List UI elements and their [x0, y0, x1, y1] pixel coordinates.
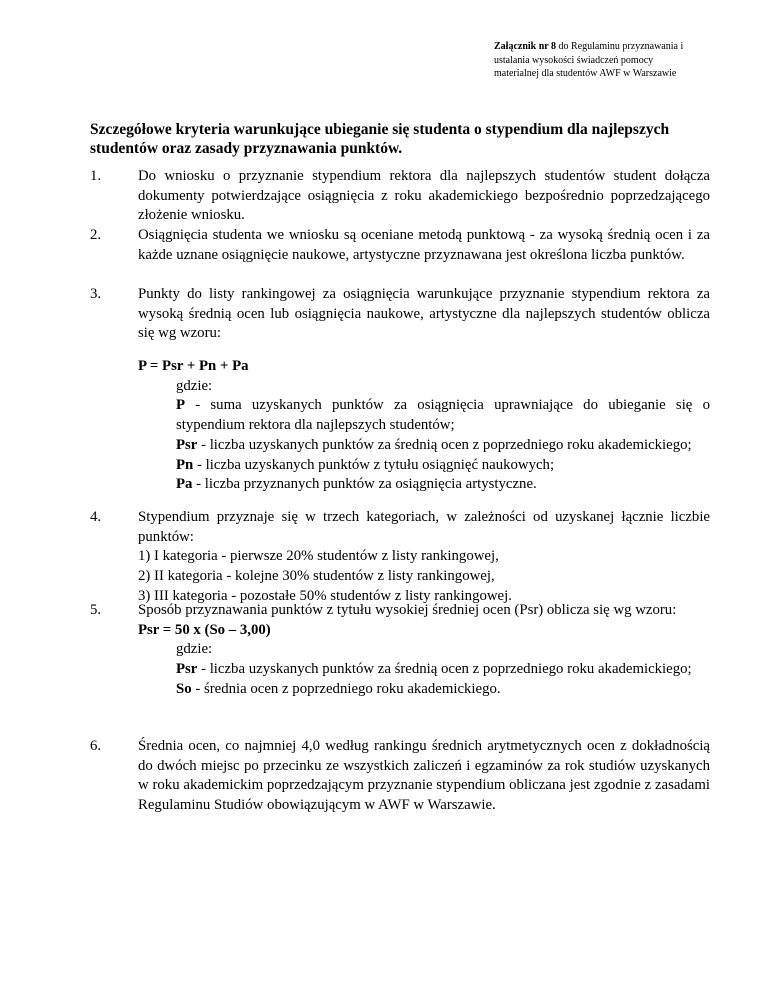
symbol: Psr [176, 661, 198, 678]
category-item-1: 1) I kategoria - pierwsze 20% studentów z listy rankingowej, [138, 548, 499, 565]
definition-so [176, 680, 710, 700]
definition-text: - liczba uzyskanych punktów z tytułu osiągnięć naukowych; [193, 456, 555, 473]
attachment-number: Załącznik nr 8 [494, 41, 557, 52]
definition-text: - liczba uzyskanych punktów za średnią ocen z poprzedniego roku akademickiego; [197, 436, 692, 453]
definition-text: - suma uzyskanych punktów za osiągnięcia uprawniające do ubieganie się o stypendium rektora dla najlepszych studentów; [176, 397, 710, 434]
symbol: Pa [176, 476, 193, 493]
item-text: Osiągnięcia studenta we wniosku są oceniane metodą punktową - za wysoką średnią ocen i za każde uznane osiągnięcie naukowe, artystyczne przyznawana jest określona liczba punktów. [138, 227, 710, 263]
definition-text: - średnia ocen z poprzedniego roku akademickiego. [191, 680, 501, 697]
item-number: 4. [90, 509, 102, 525]
item-text: Do wniosku o przyznanie stypendium rektora dla najlepszych studentów student dołącza dokumenty potwierdzające osiągnięcia z roku akademickiego bezpośrednio poprzedzającego złożenie wniosku. [138, 168, 710, 224]
item-number: 6. [90, 738, 102, 754]
definition-pa [176, 475, 710, 495]
item-text: Punkty do listy rankingowej za osiągnięcia warunkujące przyznanie stypendium rektora za wysoką średnią ocen lub osiągnięcia naukowe, artystyczne dla najlepszych studentów oblicza się wg wzoru: [138, 286, 710, 342]
list-item-2 [90, 226, 710, 265]
definition-text: - liczba uzyskanych punktów za średnią ocen z poprzedniego roku akademickiego; [197, 661, 692, 678]
definition-psr [176, 660, 710, 680]
item-number: 2. [90, 227, 102, 243]
formula-p: P = Psr + Pn + Pa [138, 358, 249, 374]
item-text: Stypendium przyznaje się w trzech kategoriach, w zależności od uzyskanej łącznie liczbie punktów: [138, 509, 710, 545]
list-item-5 [90, 601, 710, 700]
item-number: 5. [90, 602, 102, 618]
document-title: Szczegółowe kryteria warunkujące ubieganie się studenta o stypendium dla najlepszych studentów oraz zasady przyznawania punktów. [90, 121, 670, 157]
where-label: gdzie: [176, 377, 213, 394]
item-number: 1. [90, 168, 102, 184]
attachment-line-2: ustalania wysokości świadczeń pomocy [494, 54, 654, 66]
definition-pn [176, 456, 710, 476]
category-item-2: 2) II kategoria - kolejne 30% studentów z listy rankingowej, [138, 568, 495, 585]
item-text: Średnia ocen, co najmniej 4,0 według rankingu średnich arytmetycznych ocen z dokładnością do dwóch miejsc po przecinku ze wszystkich zaliczeń i egzaminów za rok studiów uzyskanych w roku akademickim poprzedzającym przyznanie stypendium obliczana jest zgodnie z zasadami Regulaminu Studiów obowiązującym w AWF w Warszawie. [138, 738, 710, 814]
definition-psr [176, 436, 710, 456]
definition-p [176, 396, 710, 435]
list-item-3 [90, 285, 710, 344]
list-item-6 [90, 737, 710, 816]
category-item-3: 3) III kategoria - pozostałe 50% studentów z listy rankingowej. [138, 587, 512, 604]
symbol: So [176, 680, 192, 697]
attachment-note [494, 40, 744, 81]
category-list [138, 547, 710, 606]
where-label: gdzie: [176, 641, 213, 658]
symbol: Pn [176, 456, 194, 473]
definitions [176, 377, 710, 495]
definitions [176, 640, 710, 699]
item-number: 3. [90, 286, 102, 302]
definition-text: - liczba przyznanych punktów za osiągnięcia artystyczne. [192, 476, 537, 493]
symbol: P [176, 397, 186, 414]
attachment-line-3: materialnej dla studentów AWF w Warszawie [494, 68, 677, 79]
symbol: Psr [176, 436, 198, 453]
list-item-4 [90, 508, 710, 607]
attachment-line-1: do Regulaminu przyznawania i [556, 41, 684, 52]
item-text: Sposób przyznawania punktów z tytułu wysokiej średniej ocen (Psr) oblicza się wg wzoru: [138, 602, 677, 618]
formula-psr: Psr = 50 x (So – 3,00) [138, 621, 271, 638]
list-item-1 [90, 167, 710, 226]
formula-block-1 [90, 357, 710, 495]
